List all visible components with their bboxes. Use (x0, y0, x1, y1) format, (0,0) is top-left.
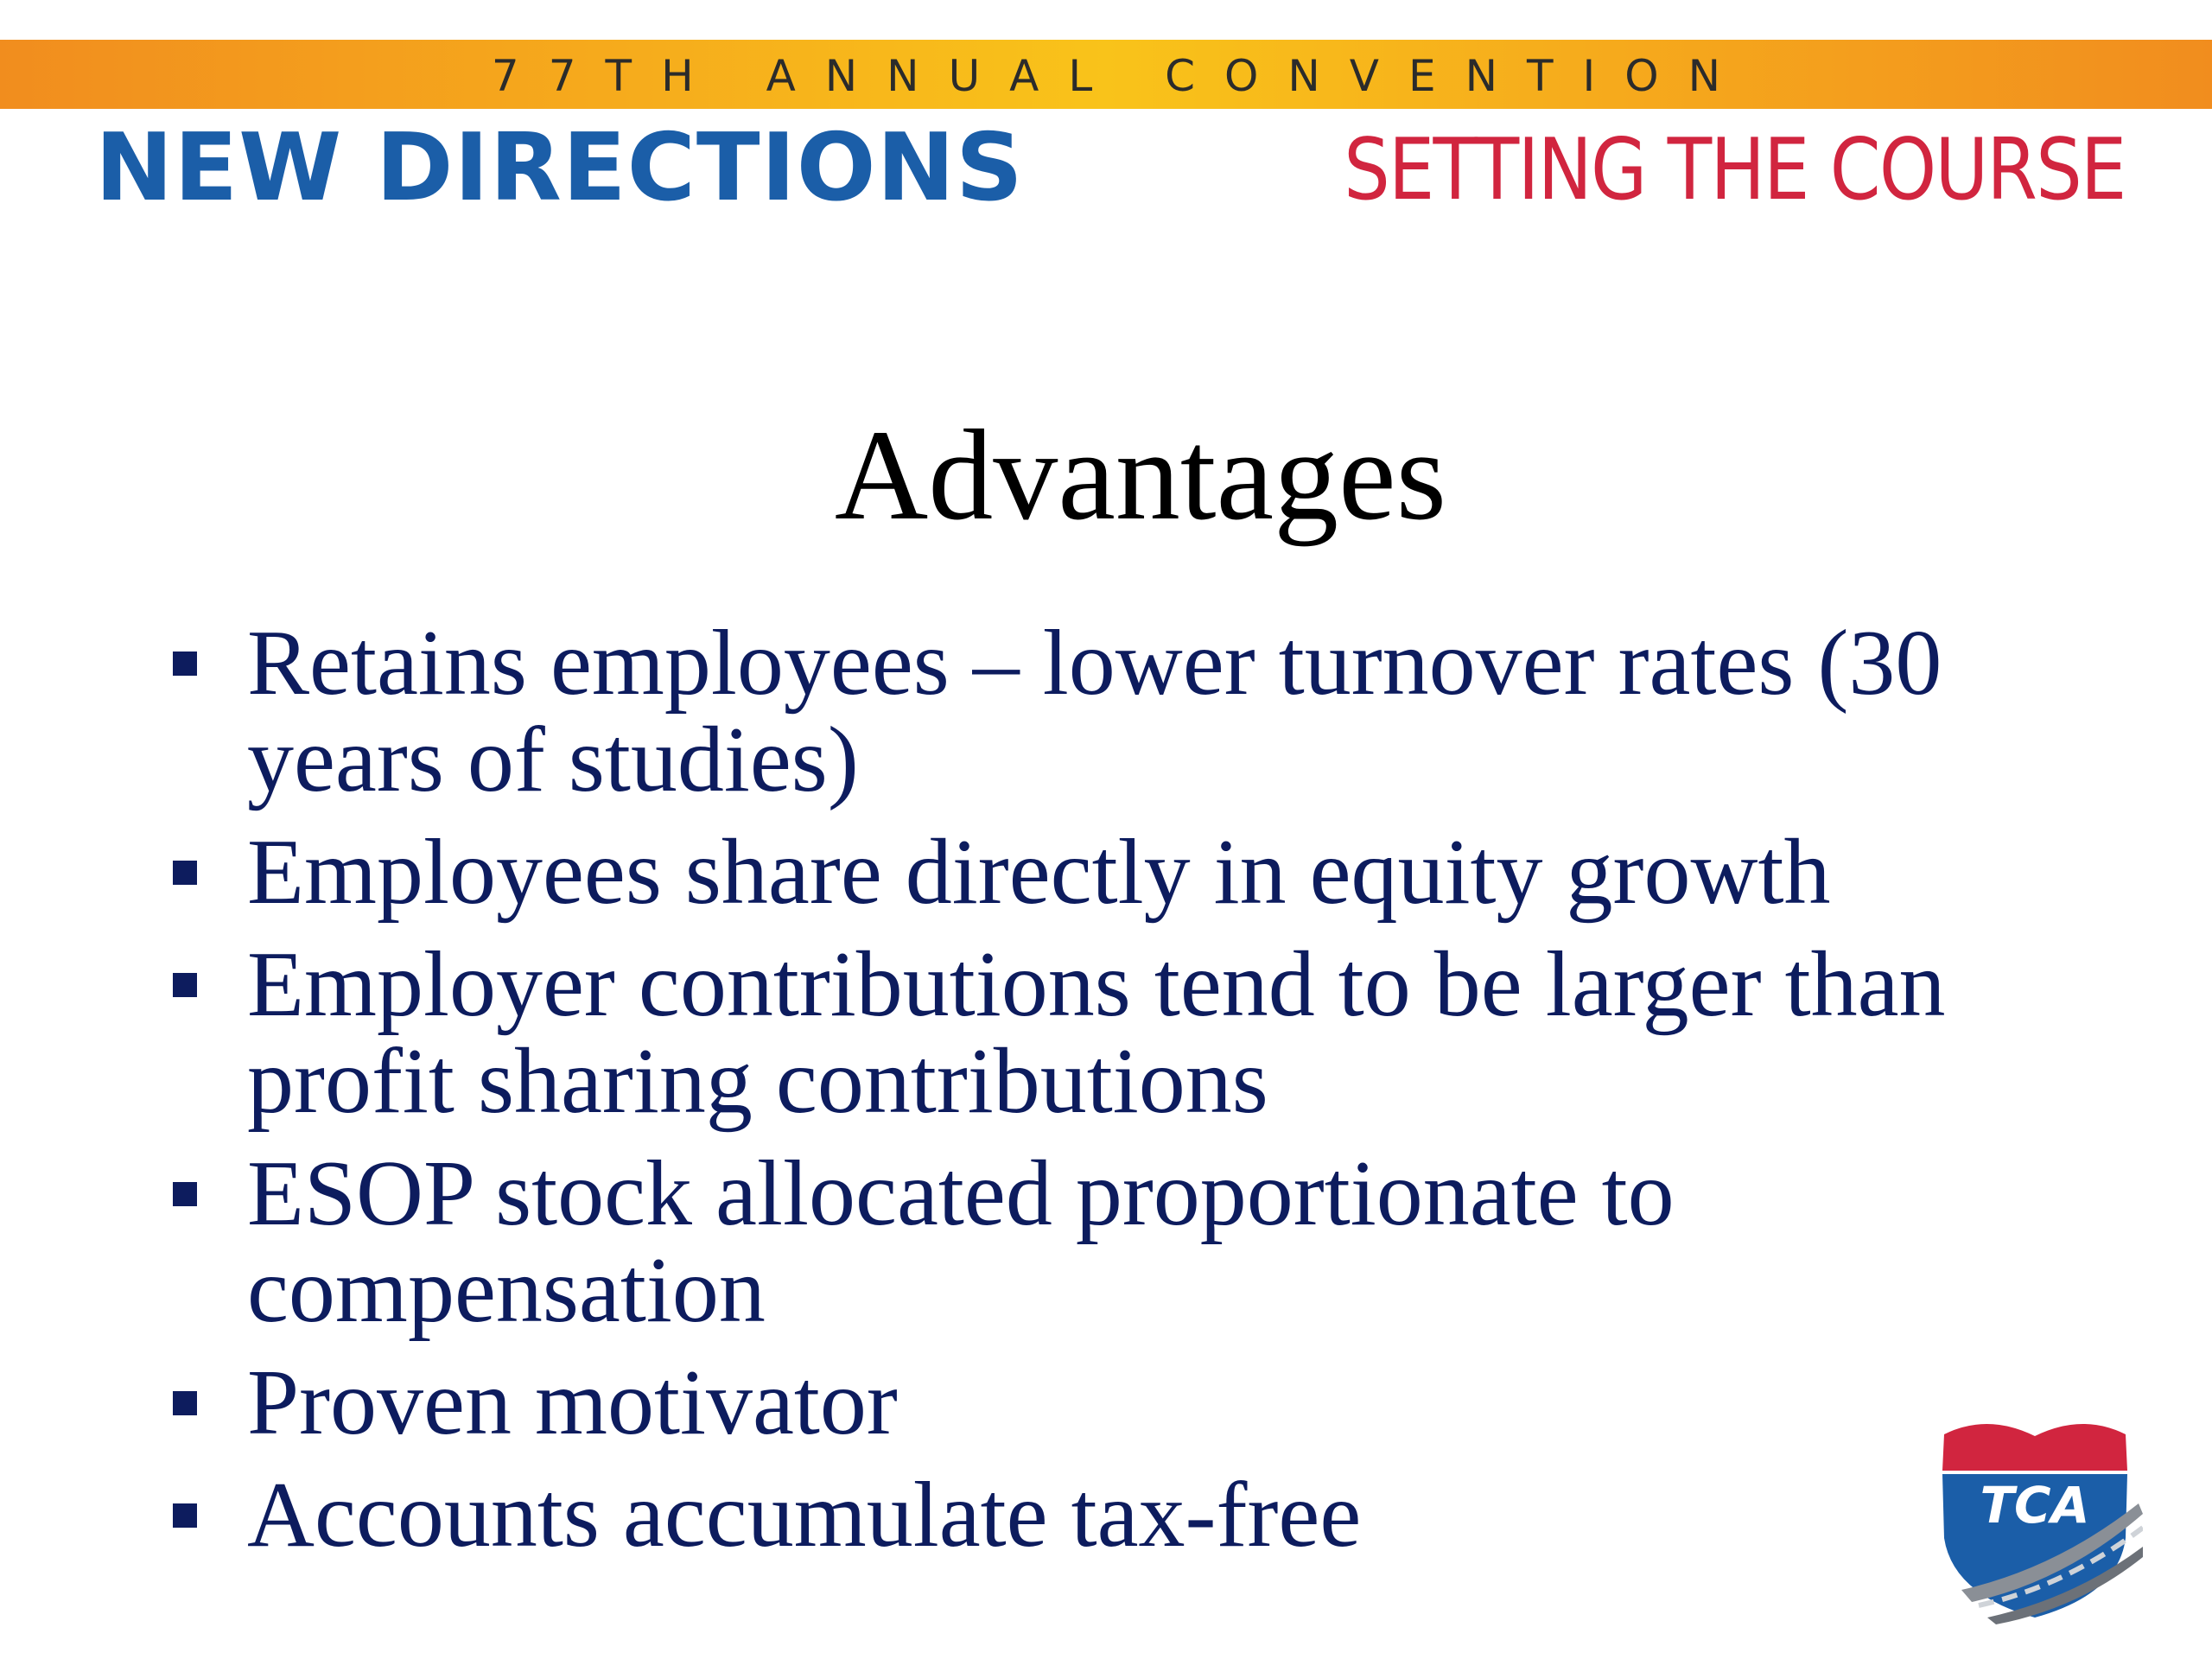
square-bullet-icon (173, 1391, 197, 1415)
square-bullet-icon (173, 861, 197, 885)
bullet-item (164, 933, 2091, 1133)
tca-logo-text: TCA (1980, 1476, 2090, 1535)
bullet-item (164, 821, 2091, 924)
brand-main-title: NEW DIRECTIONS (95, 114, 1024, 222)
bullet-item (164, 1142, 2091, 1342)
square-bullet-icon (173, 973, 197, 997)
shield-top-red (1942, 1424, 2127, 1471)
convention-banner-text: 77TH ANNUAL CONVENTION (491, 51, 1751, 101)
slide-title: Advantages (834, 404, 1447, 547)
bullet-item (164, 1351, 2091, 1454)
bullet-text: Retains employees – lower turnover rates (30 years of studies) (247, 612, 1942, 811)
convention-banner (0, 40, 2212, 109)
square-bullet-icon (173, 1503, 197, 1528)
bullet-item (164, 612, 2091, 811)
bullet-text: Accounts accumulate tax-free (247, 1464, 1362, 1567)
bullet-text: Employees share directly in equity growth (247, 821, 1831, 924)
bullet-list (164, 612, 2091, 1580)
bullet-text: Proven motivator (247, 1351, 898, 1454)
square-bullet-icon (173, 652, 197, 676)
square-bullet-icon (173, 1182, 197, 1206)
brand-row (95, 114, 2126, 222)
bullet-text: Employer contributions tend to be larger than profit sharing contributions (247, 933, 1946, 1133)
tca-logo-graphic (1927, 1417, 2143, 1624)
bullet-text: ESOP stock allocated proportionate to compensation (247, 1142, 1675, 1342)
tca-shield-logo (1927, 1417, 2143, 1624)
bullet-item (164, 1464, 2091, 1567)
brand-subtitle: SETTING THE COURSE (1344, 121, 2126, 219)
